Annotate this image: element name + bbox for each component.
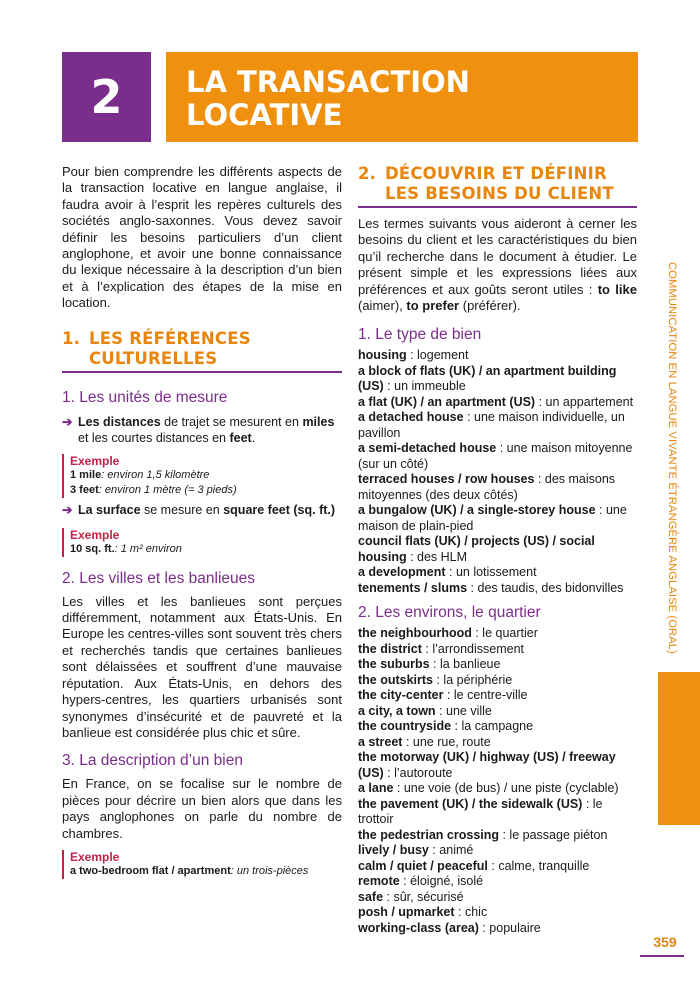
definition: : chic: [454, 905, 488, 920]
example-box: [62, 454, 342, 498]
vocab-item: [358, 797, 637, 828]
vocab-item: [358, 704, 637, 720]
vocab-item: [358, 348, 637, 364]
definition: : des taudis, des bidonvilles: [467, 580, 624, 595]
term: the suburbs: [358, 657, 430, 672]
section2-title-line1: DÉCOUVRIR ET DÉFINIR: [385, 164, 607, 183]
term: remote: [358, 874, 400, 889]
chapter-number: 2: [62, 52, 151, 142]
term: the district: [358, 641, 422, 656]
vocab-item: [358, 626, 637, 642]
sidebar-tab: [658, 672, 700, 825]
vocab-item: [358, 890, 637, 906]
vocab-item: [358, 410, 637, 441]
definition: : une ville: [435, 703, 492, 718]
text: .: [251, 430, 256, 445]
term: a block of flats (UK) / an apartment building (US): [358, 363, 617, 394]
term: to prefer: [406, 298, 460, 314]
definition: : le centre-ville: [443, 688, 528, 703]
section2-intro: [358, 216, 637, 314]
text: Les termes suivants vous aideront à cerner les besoins du client et les caractéristiques du bien qu’il recherche dans le document à étudier. Le présent simple et les expressions liées aux préférences et aux goûts seront utiles :: [358, 216, 637, 297]
chapter-title: [166, 52, 638, 142]
text: (préférer).: [459, 298, 521, 314]
definition: : un lotissement: [445, 565, 537, 580]
definition: : calme, tranquille: [487, 858, 590, 873]
term: the city-center: [358, 688, 444, 703]
term: a city, a town: [358, 703, 436, 718]
example-label: Exemple: [70, 527, 120, 542]
vocab-item: [358, 859, 637, 875]
term: a lane: [358, 781, 394, 796]
vocab-item: [358, 781, 637, 797]
definition: : une voie (de bus) / une piste (cyclable): [393, 781, 619, 796]
term: lively / busy: [358, 843, 429, 858]
sidebar-text: COMMUNICATION EN LANGUE VIVANTE ÉTRANGÈRE ANGLAISE (ORAL): [666, 262, 678, 654]
environs-list: [358, 626, 637, 936]
example-line: [70, 468, 342, 483]
definition: : des maisons mitoyennes (des deux côtés): [358, 472, 616, 502]
term: a flat (UK) / an apartment (US): [358, 394, 536, 409]
section2-heading: [358, 164, 637, 208]
term: square feet (sq. ft.): [223, 502, 336, 517]
vocab-item: [358, 657, 637, 673]
right-column: [358, 164, 637, 936]
term: a semi-detached house: [358, 441, 497, 456]
definition: : le trottoir: [358, 796, 603, 827]
term: a street: [358, 734, 403, 749]
section1-title-line2: CULTURELLES: [89, 348, 218, 368]
definition: : des HLM: [406, 549, 468, 564]
cities-paragraph: Les villes et les banlieues sont perçues différemment, notamment aux États-Unis. En Europe les centres-villes sont souvent très chers et recherchés tandis que certaines banlieues sont délaissées et souffrent d’une mauvaise réputation. Aux États-Unis, en dehors des hypers-centres, les quartiers urbanisés sont synonymes d’insécurité et de pauvreté et la banlieue est considérée plus chic et sûre.: [62, 593, 342, 740]
definition: : un immeuble: [383, 379, 466, 394]
term: the pavement (UK) / the sidewalk (US): [358, 796, 583, 811]
example-box: [62, 528, 342, 557]
definition: : la campagne: [451, 719, 534, 734]
definition: : le quartier: [471, 626, 538, 641]
text: de trajet se mesurent en: [160, 414, 303, 429]
term: the countryside: [358, 719, 452, 734]
vocab-item: [358, 441, 637, 472]
term: a bungalow (UK) / a single-storey house: [358, 503, 596, 518]
text: : un trois-pièces: [230, 864, 309, 877]
term: terraced houses / row houses: [358, 472, 535, 487]
vocab-item: [358, 874, 637, 890]
vocab-item: [358, 581, 637, 597]
page-number: 359: [653, 934, 677, 950]
term: feet: [229, 430, 252, 445]
vocab-item: [358, 905, 637, 921]
definition: : sûr, sécurisé: [383, 889, 464, 904]
term: the neighbourhood: [358, 626, 472, 641]
term: 1 mile: [70, 468, 102, 481]
vocab-item: [358, 735, 637, 751]
example-line: [70, 864, 342, 879]
term: a detached house: [358, 410, 464, 425]
text: se mesure en: [140, 502, 224, 517]
term: housing: [358, 348, 407, 363]
term: the outskirts: [358, 672, 434, 687]
arrow-icon: ➔: [62, 502, 73, 517]
left-column: [62, 164, 342, 879]
intro-paragraph: Pour bien comprendre les différents aspects de la transaction locative en langue anglaise, il faudra avoir à l’esprit les repères culturels des sociétés anglo-saxonnes. Vous devez savoir définir les besoins particuliers d’un client anglophone, et avoir une bonne connaissance du lexique nécessaire à la description d’un bien et à l’explication des étapes de la mise en location.: [62, 164, 342, 311]
vocab-item: [358, 472, 637, 503]
sub1-title: 1. Les unités de mesure: [62, 388, 228, 406]
vocab-item: [358, 688, 637, 704]
definition: : une maison mitoyenne (sur un côté): [358, 441, 633, 471]
description-paragraph: En France, on se focalise sur le nombre de pièces pour décrire un bien alors que dans les pays anglophones on parle du nombre de chambres.: [62, 776, 342, 841]
term: calm / quiet / peaceful: [358, 858, 488, 873]
definition: : une maison de plain-pied: [358, 503, 627, 533]
term: a two-bedroom flat / apartment: [70, 864, 231, 877]
section1-title-line1: LES RÉFÉRENCES: [89, 328, 251, 348]
term: working-class (area): [358, 920, 479, 935]
term: Les distances: [78, 414, 161, 429]
vocab-item: [358, 828, 637, 844]
vocab-item: [358, 719, 637, 735]
definition: : l’arrondissement: [421, 641, 525, 656]
definition: : populaire: [478, 920, 541, 935]
definition: : logement: [406, 348, 469, 363]
definition: : une rue, route: [402, 734, 491, 749]
term: tenements / slums: [358, 580, 468, 595]
type-list: [358, 348, 637, 596]
vocab-item: [358, 503, 637, 534]
term: the motorway (UK) / highway (US) / freeway (US): [358, 750, 616, 780]
vocab-item: [358, 565, 637, 581]
vocab-item: [358, 843, 637, 859]
term: the pedestrian crossing: [358, 827, 500, 842]
section1-heading: [62, 329, 342, 373]
example-line: [70, 483, 342, 498]
example-line: [70, 542, 342, 557]
definition: : une maison individuelle, un pavillon: [358, 410, 625, 440]
term: safe: [358, 889, 384, 904]
measure-bullet-distances: [62, 414, 342, 446]
text: : 1 m² environ: [114, 542, 182, 555]
example-box: [62, 850, 342, 879]
vocab-item: [358, 673, 637, 689]
vocab-item: [358, 642, 637, 658]
sub2-title: 2. Les villes et les banlieues: [62, 569, 256, 587]
text: et les courtes distances en: [78, 430, 230, 445]
definition: : l’autoroute: [383, 765, 453, 780]
vocab-item: [358, 921, 637, 937]
term: council flats (UK) / projects (US) / social housing: [358, 534, 595, 564]
vocab-item: [358, 395, 637, 411]
text: (aimer),: [358, 298, 407, 314]
term: miles: [302, 414, 335, 429]
section2-title-line2: LES BESOINS DU CLIENT: [385, 184, 614, 203]
arrow-icon: ➔: [62, 414, 73, 429]
section1-number: 1.: [62, 328, 81, 348]
term: 10 sq. ft.: [70, 542, 115, 555]
definition: : le passage piéton: [499, 827, 608, 842]
sidebar-running-title: [664, 262, 678, 662]
vocab-item: [358, 534, 637, 565]
definition: : la banlieue: [429, 657, 501, 672]
environs-title: 2. Les environs, le quartier: [358, 604, 541, 622]
sub3-title: 3. La description d’un bien: [62, 752, 243, 770]
measure-bullet-surface: [62, 502, 342, 518]
definition: : animé: [428, 843, 474, 858]
term: to like: [597, 281, 637, 297]
page-number-rule: [640, 955, 684, 957]
definition: : éloigné, isolé: [399, 874, 484, 889]
section2-number: 2.: [358, 164, 377, 183]
example-label: Exemple: [70, 453, 120, 468]
vocab-item: [358, 364, 637, 395]
vocab-item: [358, 750, 637, 781]
definition: : la périphérie: [433, 672, 513, 687]
text: : environ 1,5 kilomètre: [101, 468, 210, 481]
example-label: Exemple: [70, 849, 120, 864]
chapter-title-line1: LA TRANSACTION: [186, 65, 470, 99]
term: 3 feet: [70, 483, 99, 496]
chapter-title-line2: LOCATIVE: [186, 98, 343, 132]
text: : environ 1 mètre (= 3 pieds): [98, 483, 237, 496]
term: La surface: [78, 502, 141, 517]
term: posh / upmarket: [358, 905, 455, 920]
term: a development: [358, 565, 446, 580]
definition: : un appartement: [535, 394, 634, 409]
type-title: 1. Le type de bien: [358, 326, 482, 344]
